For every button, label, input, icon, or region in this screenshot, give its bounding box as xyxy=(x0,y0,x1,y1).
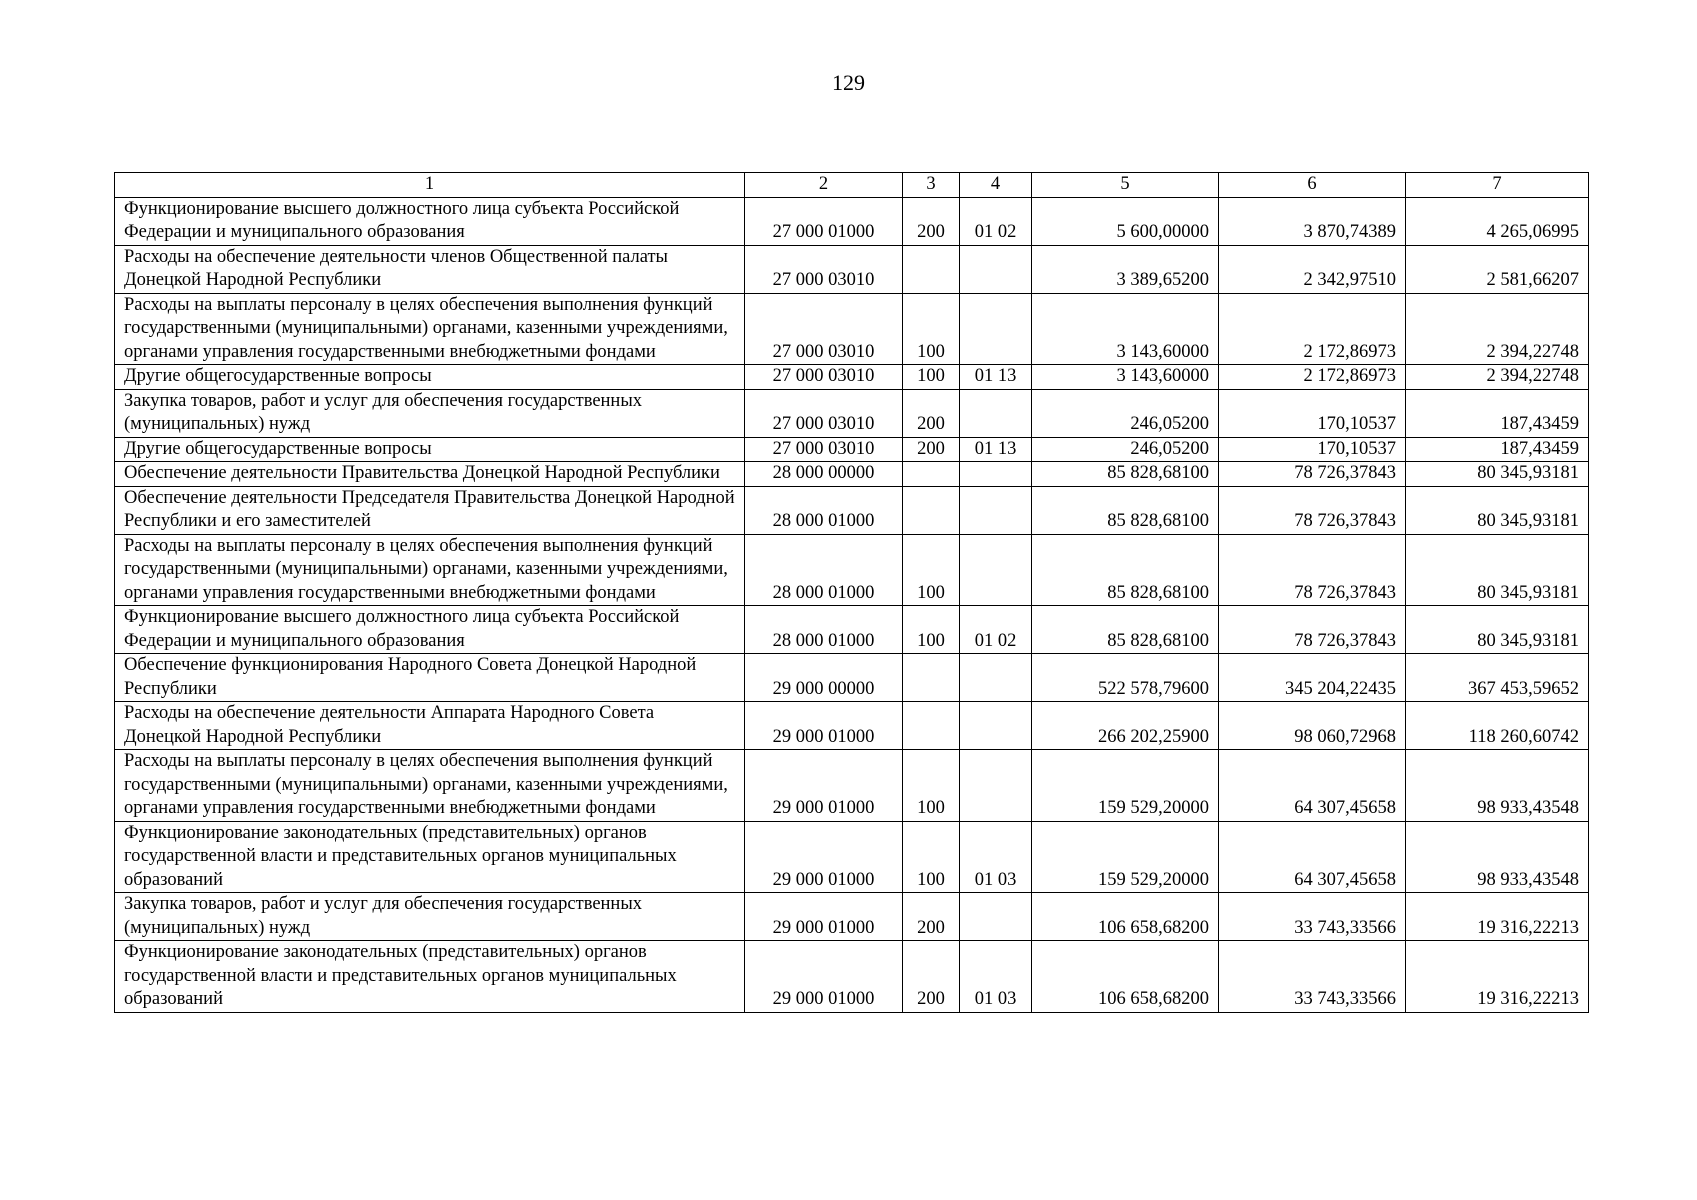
amount-year-3: 367 453,59652 xyxy=(1406,654,1589,702)
amount-year-3: 187,43459 xyxy=(1406,389,1589,437)
target-article-code: 29 000 01000 xyxy=(745,941,903,1013)
row-name: Расходы на выплаты персоналу в целях обеспечения выполнения функций государственными (муниципальными) органами, казенными учреждениями, органами управления государственными внебюджетными фондами xyxy=(115,293,745,365)
amount-year-1: 85 828,68100 xyxy=(1032,534,1219,606)
amount-year-3: 98 933,43548 xyxy=(1406,750,1589,822)
section-subsection xyxy=(960,486,1032,534)
row-name: Другие общегосударственные вопросы xyxy=(115,437,745,462)
table-row xyxy=(115,821,1589,893)
page-number: 129 xyxy=(832,70,865,95)
amount-year-2: 170,10537 xyxy=(1219,437,1406,462)
budget-table xyxy=(114,172,1589,1013)
amount-year-3: 80 345,93181 xyxy=(1406,486,1589,534)
target-article-code: 29 000 01000 xyxy=(745,893,903,941)
section-subsection xyxy=(960,702,1032,750)
section-subsection xyxy=(960,654,1032,702)
expense-kind: 100 xyxy=(903,365,960,390)
amount-year-1: 106 658,68200 xyxy=(1032,941,1219,1013)
expense-kind xyxy=(903,486,960,534)
target-article-code: 29 000 01000 xyxy=(745,750,903,822)
table-row xyxy=(115,293,1589,365)
column-header: 5 xyxy=(1032,173,1219,198)
table-body xyxy=(115,197,1589,1012)
expense-kind: 200 xyxy=(903,197,960,245)
amount-year-2: 2 342,97510 xyxy=(1219,245,1406,293)
section-subsection xyxy=(960,245,1032,293)
amount-year-2: 2 172,86973 xyxy=(1219,365,1406,390)
section-subsection: 01 03 xyxy=(960,821,1032,893)
target-article-code: 29 000 01000 xyxy=(745,702,903,750)
column-number-row xyxy=(115,173,1589,198)
table-row xyxy=(115,654,1589,702)
row-name: Функционирование законодательных (представительных) органов государственной власти и представительных органов муниципальных образований xyxy=(115,821,745,893)
column-header: 4 xyxy=(960,173,1032,198)
expense-kind: 100 xyxy=(903,821,960,893)
row-name: Функционирование высшего должностного лица субъекта Российской Федерации и муниципального образования xyxy=(115,197,745,245)
table-row xyxy=(115,365,1589,390)
amount-year-3: 19 316,22213 xyxy=(1406,893,1589,941)
amount-year-2: 78 726,37843 xyxy=(1219,606,1406,654)
target-article-code: 27 000 03010 xyxy=(745,389,903,437)
target-article-code: 27 000 03010 xyxy=(745,437,903,462)
amount-year-2: 170,10537 xyxy=(1219,389,1406,437)
expense-kind xyxy=(903,702,960,750)
section-subsection: 01 13 xyxy=(960,437,1032,462)
expense-kind: 100 xyxy=(903,293,960,365)
amount-year-2: 33 743,33566 xyxy=(1219,941,1406,1013)
row-name: Закупка товаров, работ и услуг для обеспечения государственных (муниципальных) нужд xyxy=(115,389,745,437)
amount-year-2: 78 726,37843 xyxy=(1219,534,1406,606)
amount-year-3: 4 265,06995 xyxy=(1406,197,1589,245)
expense-kind xyxy=(903,245,960,293)
section-subsection xyxy=(960,389,1032,437)
table-row xyxy=(115,941,1589,1013)
amount-year-1: 106 658,68200 xyxy=(1032,893,1219,941)
amount-year-2: 345 204,22435 xyxy=(1219,654,1406,702)
expense-kind: 200 xyxy=(903,437,960,462)
expense-kind xyxy=(903,462,960,487)
section-subsection xyxy=(960,893,1032,941)
table-row xyxy=(115,437,1589,462)
table-row xyxy=(115,245,1589,293)
amount-year-2: 2 172,86973 xyxy=(1219,293,1406,365)
table-row xyxy=(115,750,1589,822)
amount-year-3: 2 394,22748 xyxy=(1406,293,1589,365)
amount-year-1: 85 828,68100 xyxy=(1032,462,1219,487)
section-subsection: 01 02 xyxy=(960,197,1032,245)
row-name: Обеспечение деятельности Правительства Донецкой Народной Республики xyxy=(115,462,745,487)
target-article-code: 27 000 01000 xyxy=(745,197,903,245)
target-article-code: 28 000 00000 xyxy=(745,462,903,487)
amount-year-3: 2 581,66207 xyxy=(1406,245,1589,293)
table-row xyxy=(115,702,1589,750)
expense-kind: 200 xyxy=(903,941,960,1013)
amount-year-1: 5 600,00000 xyxy=(1032,197,1219,245)
row-name: Расходы на выплаты персоналу в целях обеспечения выполнения функций государственными (муниципальными) органами, казенными учреждениями, органами управления государственными внебюджетными фондами xyxy=(115,534,745,606)
amount-year-3: 2 394,22748 xyxy=(1406,365,1589,390)
row-name: Расходы на обеспечение деятельности членов Общественной палаты Донецкой Народной Республики xyxy=(115,245,745,293)
amount-year-2: 98 060,72968 xyxy=(1219,702,1406,750)
table-row xyxy=(115,197,1589,245)
row-name: Закупка товаров, работ и услуг для обеспечения государственных (муниципальных) нужд xyxy=(115,893,745,941)
row-name: Функционирование законодательных (представительных) органов государственной власти и представительных органов муниципальных образований xyxy=(115,941,745,1013)
amount-year-2: 64 307,45658 xyxy=(1219,750,1406,822)
table-row xyxy=(115,462,1589,487)
amount-year-1: 246,05200 xyxy=(1032,389,1219,437)
target-article-code: 28 000 01000 xyxy=(745,486,903,534)
section-subsection: 01 02 xyxy=(960,606,1032,654)
section-subsection xyxy=(960,750,1032,822)
row-name: Функционирование высшего должностного лица субъекта Российской Федерации и муниципального образования xyxy=(115,606,745,654)
amount-year-3: 80 345,93181 xyxy=(1406,534,1589,606)
amount-year-2: 33 743,33566 xyxy=(1219,893,1406,941)
amount-year-1: 3 143,60000 xyxy=(1032,365,1219,390)
table-row xyxy=(115,534,1589,606)
amount-year-1: 159 529,20000 xyxy=(1032,750,1219,822)
amount-year-1: 522 578,79600 xyxy=(1032,654,1219,702)
expense-kind: 100 xyxy=(903,750,960,822)
row-name: Расходы на обеспечение деятельности Аппарата Народного Совета Донецкой Народной Республики xyxy=(115,702,745,750)
table-row xyxy=(115,486,1589,534)
column-header: 3 xyxy=(903,173,960,198)
column-header: 7 xyxy=(1406,173,1589,198)
target-article-code: 27 000 03010 xyxy=(745,293,903,365)
table-row xyxy=(115,606,1589,654)
expense-kind: 200 xyxy=(903,389,960,437)
row-name: Другие общегосударственные вопросы xyxy=(115,365,745,390)
row-name: Обеспечение функционирования Народного Совета Донецкой Народной Республики xyxy=(115,654,745,702)
amount-year-3: 80 345,93181 xyxy=(1406,606,1589,654)
amount-year-3: 98 933,43548 xyxy=(1406,821,1589,893)
amount-year-2: 78 726,37843 xyxy=(1219,486,1406,534)
amount-year-1: 266 202,25900 xyxy=(1032,702,1219,750)
section-subsection xyxy=(960,293,1032,365)
row-name: Обеспечение деятельности Председателя Правительства Донецкой Народной Республики и его заместителей xyxy=(115,486,745,534)
amount-year-3: 80 345,93181 xyxy=(1406,462,1589,487)
amount-year-2: 64 307,45658 xyxy=(1219,821,1406,893)
target-article-code: 27 000 03010 xyxy=(745,365,903,390)
section-subsection: 01 03 xyxy=(960,941,1032,1013)
amount-year-1: 246,05200 xyxy=(1032,437,1219,462)
amount-year-2: 3 870,74389 xyxy=(1219,197,1406,245)
expense-kind xyxy=(903,654,960,702)
column-header: 6 xyxy=(1219,173,1406,198)
expense-kind: 100 xyxy=(903,534,960,606)
expense-kind: 100 xyxy=(903,606,960,654)
amount-year-2: 78 726,37843 xyxy=(1219,462,1406,487)
target-article-code: 28 000 01000 xyxy=(745,606,903,654)
table-row xyxy=(115,389,1589,437)
amount-year-3: 187,43459 xyxy=(1406,437,1589,462)
amount-year-3: 19 316,22213 xyxy=(1406,941,1589,1013)
amount-year-1: 159 529,20000 xyxy=(1032,821,1219,893)
amount-year-1: 85 828,68100 xyxy=(1032,486,1219,534)
column-header: 1 xyxy=(115,173,745,198)
section-subsection: 01 13 xyxy=(960,365,1032,390)
target-article-code: 27 000 03010 xyxy=(745,245,903,293)
amount-year-1: 85 828,68100 xyxy=(1032,606,1219,654)
table-row xyxy=(115,893,1589,941)
target-article-code: 28 000 01000 xyxy=(745,534,903,606)
target-article-code: 29 000 00000 xyxy=(745,654,903,702)
amount-year-1: 3 143,60000 xyxy=(1032,293,1219,365)
column-header: 2 xyxy=(745,173,903,198)
target-article-code: 29 000 01000 xyxy=(745,821,903,893)
row-name: Расходы на выплаты персоналу в целях обеспечения выполнения функций государственными (муниципальными) органами, казенными учреждениями, органами управления государственными внебюджетными фондами xyxy=(115,750,745,822)
section-subsection xyxy=(960,534,1032,606)
amount-year-3: 118 260,60742 xyxy=(1406,702,1589,750)
expense-kind: 200 xyxy=(903,893,960,941)
amount-year-1: 3 389,65200 xyxy=(1032,245,1219,293)
section-subsection xyxy=(960,462,1032,487)
